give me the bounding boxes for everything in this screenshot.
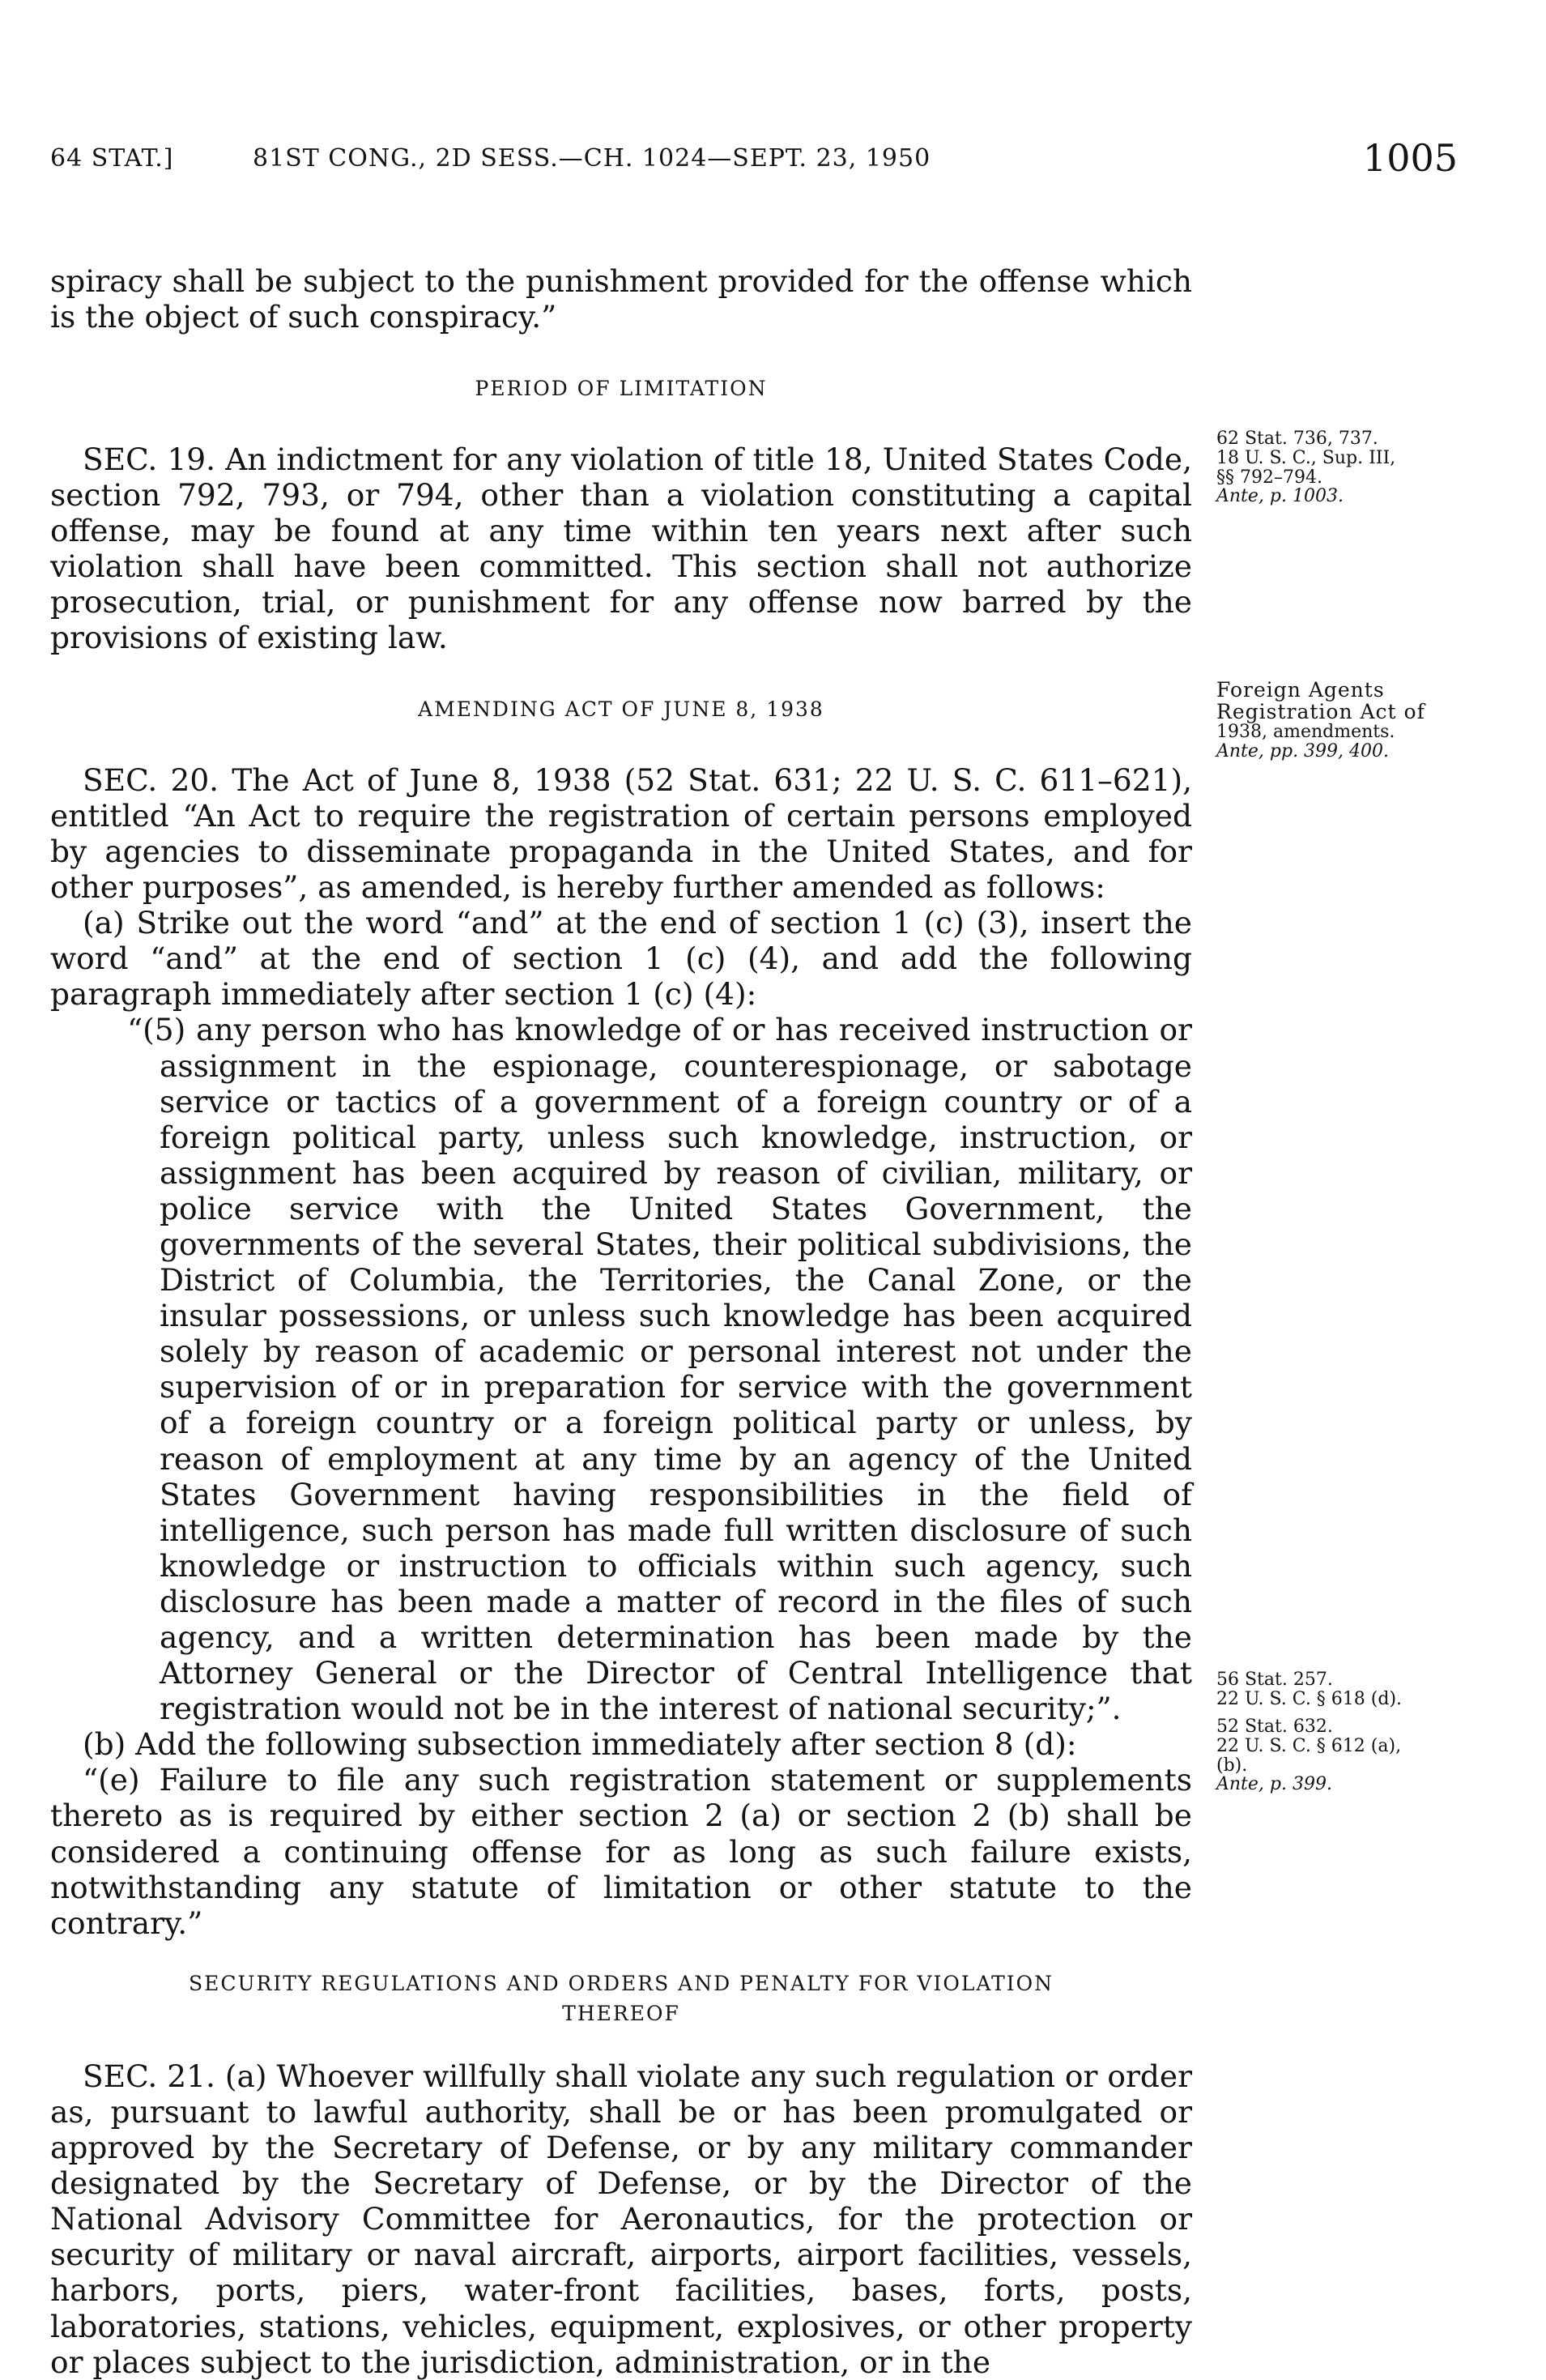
note-line: 18 U. S. C., Sup. III, [1216,447,1396,468]
note-line: Foreign Agents [1216,678,1385,702]
section-heading-period-of-limitation: PERIOD OF LIMITATION [475,377,768,401]
amendment-b: (b) Add the following subsection immediately after section 8 (d): [83,1726,1077,1763]
note-line: 22 U. S. C. § 612 (a), [1216,1735,1402,1756]
note-line: (b). [1216,1755,1248,1776]
continuation-paragraph: spiracy shall be subject to the punishment provided for the offense which is the object of such conspiracy.” [50,263,1192,335]
quoted-paragraph-5: “(5) any person who has knowledge of or has received instruction or assignment in the espionage, counterespionage, or sabotage service or tactics of a government of a foreign country or of a foreign political party, unless such knowledge, instruction, or assignment has been acquired by reason of civilian, military, or police service with the United States Government, the governments of the several States, their political subdivisions, the District of Columbia, the Territories, the Canal Zone, or the insular possessions, or unless such knowledge has been acquired solely by reason of academic or personal interest not under the supervision of or in preparation for service with the government of a foreign country or a foreign political party or unless, by reason of employment at any time by an agency of the United States Government having responsibilities in the field of intelligence, such person has made full written disclosure of such knowledge or instruction to officials within such agency, such disclosure has been made a matter of record in the files of such agency, and a written determination has been made by the Attorney General or the Director of Central Intelligence that registration would not be in the interest of national security;”. [127,1012,1192,1727]
amendment-a: (a) Strike out the word “and” at the end of section 1 (c) (3), insert the word “and” at the end of section 1 (c) (4), and add the following paragraph immediately after section 1 (c) (4): [50,905,1192,1013]
note-line: §§ 792–794. [1216,467,1322,488]
heading-line-2: THEREOF [562,2002,680,2026]
heading-line-1: SECURITY REGULATIONS AND ORDERS AND PENALTY FOR VIOLATION [188,1971,1054,1995]
note-line: 1938, amendments. [1216,722,1395,742]
note-line: 62 Stat. 736, 737. [1216,429,1378,449]
section-19: SEC. 19. An indictment for any violation of title 18, United States Code, section 792, 793, or 794, other than a violation constituting a capital offense, may be found at any time within ten years next after such violation shall have been committed. This section shall not authorize prosecution, trial, or punishment for any offense now barred by the provisions of existing law. [50,441,1192,656]
note-line: 56 Stat. 257. [1216,1670,1333,1690]
margin-note-52-stat [1216,1717,1540,1794]
section-heading-amending-act: AMENDING ACT OF JUNE 8, 1938 [418,697,824,722]
section-21: SEC. 21. (a) Whoever willfully shall violate any such regulation or order as, pursuant to lawful authority, shall be or has been promulgated or approved by the Secretary of Defense, or by any military commander designated by the Secretary of Defense, or by the Director of the National Advisory Committee for Aeronautics, for the protection or security of military or naval aircraft, airports, airport facilities, vessels, harbors, ports, piers, water-front facilities, bases, forts, posts, laboratories, stations, vehicles, equipment, explosives, or other property or places subject to the jurisdiction, administration, or in the [50,2058,1192,2380]
running-header [50,136,1458,193]
note-line: Ante, pp. 399, 400. [1216,740,1390,761]
header-session: 81ST CONG., 2D SESS.—CH. 1024—SEPT. 23, 1950 [253,144,931,173]
margin-note-foreign-agents [1216,679,1540,761]
quoted-subsection-e: “(e) Failure to file any such registration statement or supplements thereto as is required by either section 2 (a) or section 2 (b) shall be considered a continuing offense for as long as such failure exists, notwithstanding any statute of limitation or other statute to the contrary.” [50,1762,1192,1941]
main-text [50,263,1192,2380]
margin-note-statutes [1216,429,1540,506]
note-line: 52 Stat. 632. [1216,1717,1333,1737]
note-line: Ante, p. 399. [1216,1774,1332,1795]
header-volume: 64 STAT.] [50,144,174,173]
section-heading-security-regulations [50,1968,1192,2029]
note-line: Registration Act of [1216,700,1425,723]
page-number: 1005 [1362,136,1458,180]
note-line: 22 U. S. C. § 618 (d). [1216,1688,1403,1709]
section-20: SEC. 20. The Act of June 8, 1938 (52 Stat. 631; 22 U. S. C. 611–621), entitled “An Act to require the registration of certain persons employed by agencies to disseminate propaganda in the United States, and for other purposes”, as amended, is hereby further amended as follows: [50,761,1192,906]
margin-note-56-stat [1216,1670,1540,1709]
note-line: Ante, p. 1003. [1216,486,1344,507]
